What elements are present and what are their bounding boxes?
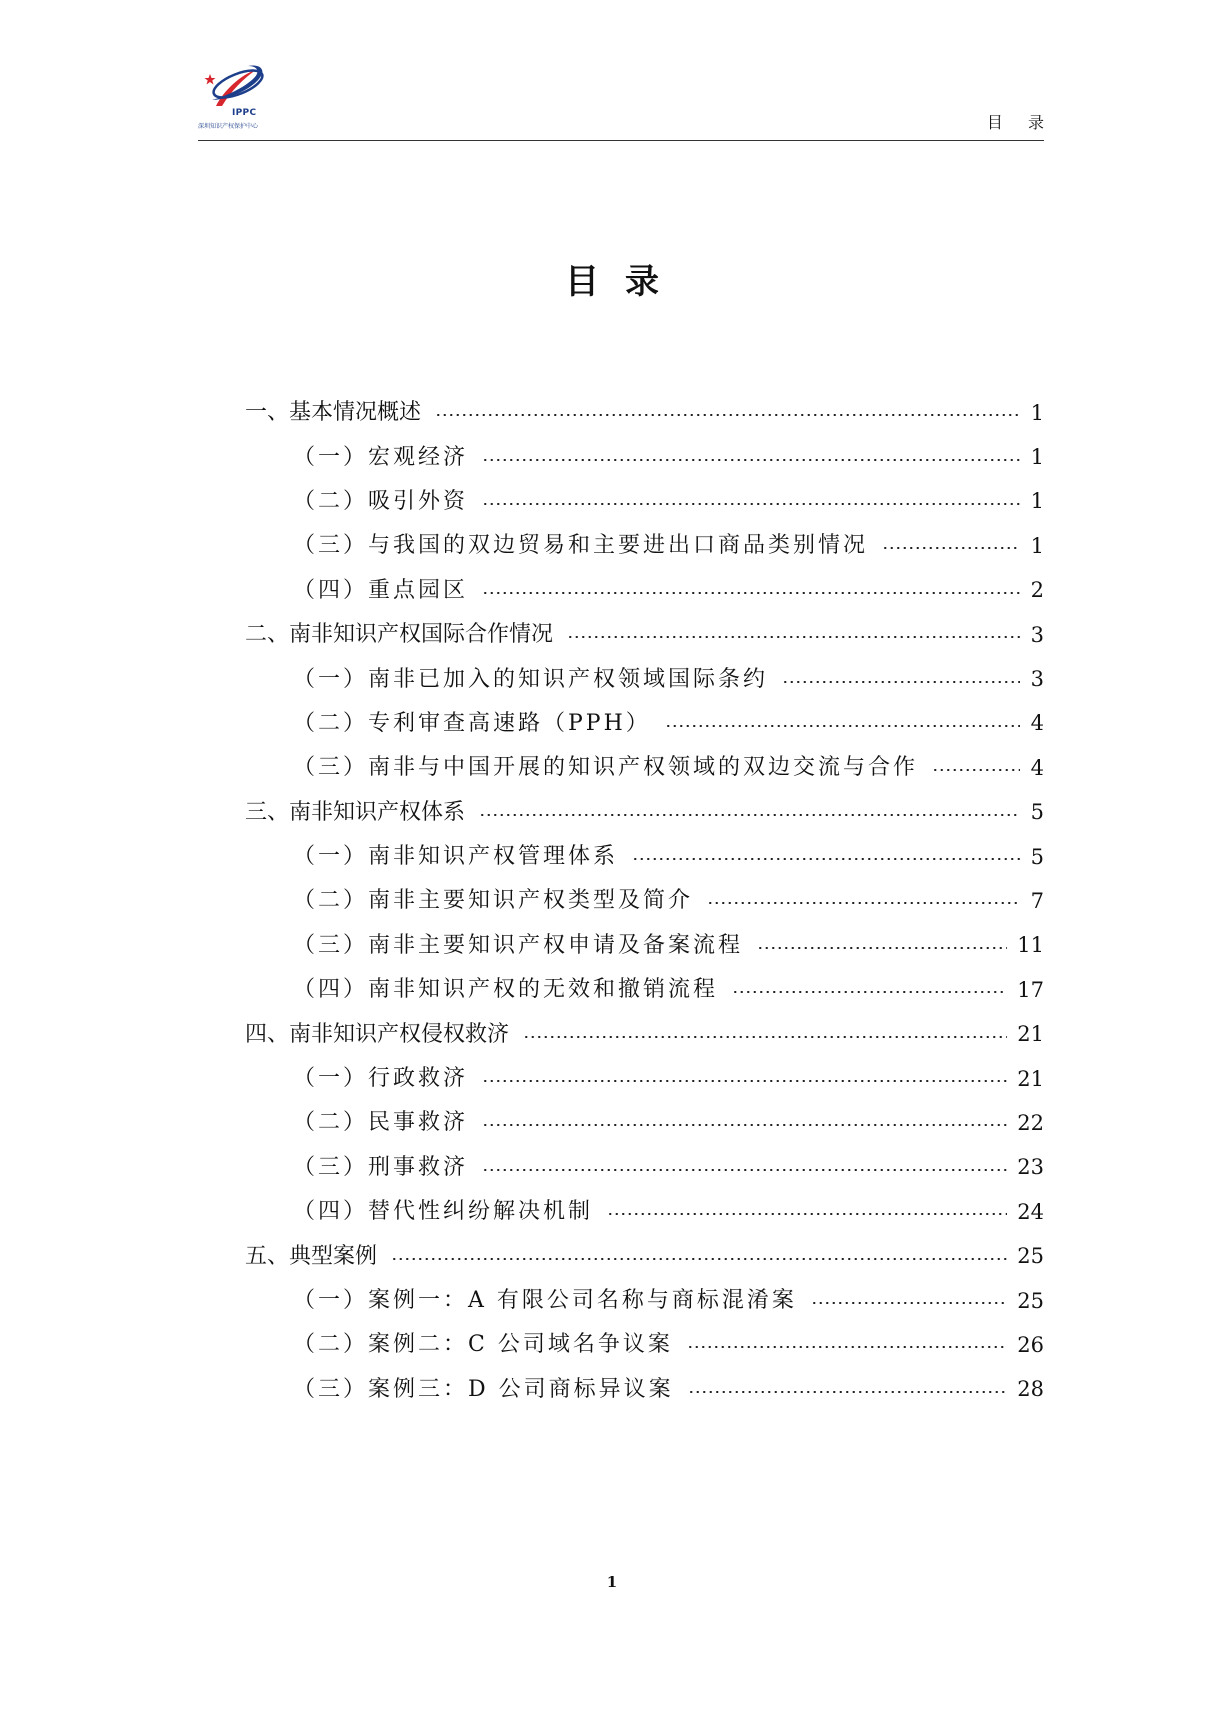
- toc-dot-leader: [665, 725, 1020, 727]
- toc-dot-leader: [482, 503, 1020, 505]
- toc-entry-page: 2: [1030, 578, 1044, 603]
- toc-entry[interactable]: [245, 702, 1044, 746]
- toc-entry-label: 五、典型案例: [245, 1243, 378, 1269]
- toc-entry-label: （二）专利审查高速路（PPH）: [293, 710, 651, 736]
- toc-entry[interactable]: [245, 746, 1044, 790]
- toc-dot-leader: [482, 592, 1020, 594]
- toc-entry-page: 25: [1017, 1244, 1044, 1269]
- toc-entry-page: 7: [1030, 888, 1044, 913]
- toc-entry[interactable]: [245, 924, 1044, 968]
- toc-entry-page: 22: [1017, 1110, 1044, 1135]
- ippc-logo: [198, 60, 268, 134]
- toc-entry-page: 3: [1030, 622, 1044, 647]
- toc-entry[interactable]: [245, 480, 1044, 524]
- toc-entry-label: （三）刑事救济: [293, 1154, 469, 1180]
- toc-entry-label: （四）替代性纠纷解决机制: [293, 1199, 594, 1225]
- toc-entry-page: 1: [1030, 533, 1044, 558]
- toc-dot-leader: [811, 1302, 1007, 1304]
- toc-entry[interactable]: [245, 657, 1044, 701]
- toc-entry-page: 4: [1030, 755, 1044, 780]
- table-of-contents: [245, 391, 1044, 1412]
- toc-entry[interactable]: [245, 835, 1044, 879]
- toc-dot-leader: [479, 814, 1020, 816]
- logo-organization: 深圳知识产权保护中心: [198, 123, 259, 130]
- toc-entry[interactable]: [245, 1279, 1044, 1323]
- toc-entry-page: 28: [1017, 1377, 1044, 1402]
- toc-dot-leader: [435, 414, 1020, 416]
- toc-entry-page: 1: [1030, 400, 1044, 425]
- toc-dot-leader: [707, 902, 1020, 904]
- toc-entry-label: （一）南非知识产权管理体系: [293, 844, 619, 870]
- toc-entry[interactable]: [245, 1146, 1044, 1190]
- toc-entry-page: 21: [1017, 1022, 1044, 1047]
- toc-dot-leader: [732, 991, 1007, 993]
- toc-entry[interactable]: [245, 879, 1044, 923]
- toc-entry-page: 21: [1017, 1066, 1044, 1091]
- toc-entry-label: 一、基本情况概述: [245, 400, 422, 426]
- toc-entry-page: 3: [1030, 667, 1044, 692]
- toc-entry[interactable]: [245, 1234, 1044, 1278]
- toc-entry[interactable]: [245, 435, 1044, 479]
- toc-entry-label: （一）行政救济: [293, 1066, 469, 1092]
- toc-entry-page: 23: [1017, 1155, 1044, 1180]
- toc-dot-leader: [523, 1036, 1007, 1038]
- toc-dot-leader: [391, 1258, 1007, 1260]
- toc-entry-label: （一）宏观经济: [293, 444, 469, 470]
- toc-entry-label: （二）南非主要知识产权类型及简介: [293, 888, 694, 914]
- toc-entry-page: 1: [1030, 445, 1044, 470]
- header-section-title: 目 录: [986, 113, 1054, 132]
- toc-entry[interactable]: [245, 569, 1044, 613]
- toc-entry-page: 5: [1030, 844, 1044, 869]
- toc-dot-leader: [482, 1080, 1007, 1082]
- toc-entry-page: 4: [1030, 711, 1044, 736]
- toc-entry-label: 三、南非知识产权体系: [245, 799, 466, 825]
- toc-entry-label: （四）南非知识产权的无效和撤销流程: [293, 977, 719, 1003]
- toc-entry-page: 24: [1017, 1199, 1044, 1224]
- toc-entry-label: （一）南非已加入的知识产权领域国际条约: [293, 666, 769, 692]
- page-number: 1: [606, 1573, 618, 1591]
- toc-entry[interactable]: [245, 968, 1044, 1012]
- toc-entry-page: 26: [1017, 1332, 1044, 1357]
- toc-entry-page: 11: [1017, 933, 1044, 958]
- toc-entry-label: （二）民事救济: [293, 1110, 469, 1136]
- toc-entry-page: 1: [1030, 489, 1044, 514]
- toc-entry-label: （四）重点园区: [293, 577, 469, 603]
- toc-dot-leader: [482, 459, 1020, 461]
- toc-entry[interactable]: [245, 1323, 1044, 1367]
- toc-entry[interactable]: [245, 1012, 1044, 1056]
- toc-entry-label: （三）南非与中国开展的知识产权领域的双边交流与合作: [293, 755, 919, 781]
- toc-dot-leader: [688, 1391, 1008, 1393]
- page-header: [198, 56, 1054, 141]
- toc-entry-label: （二）案例二：C 公司域名争议案: [293, 1332, 673, 1358]
- toc-entry[interactable]: [245, 1190, 1044, 1234]
- toc-entry[interactable]: [245, 791, 1044, 835]
- toc-entry[interactable]: [245, 1101, 1044, 1145]
- ippc-logo-icon: [198, 60, 268, 110]
- toc-entry-label: （一）案例一：A 有限公司名称与商标混淆案: [293, 1288, 797, 1313]
- page-title: 目录: [565, 262, 685, 302]
- toc-entry-label: 二、南非知识产权国际合作情况: [245, 622, 554, 648]
- toc-dot-leader: [687, 1346, 1007, 1348]
- toc-entry-label: （三）案例三：D 公司商标异议案: [293, 1376, 674, 1402]
- toc-dot-leader: [567, 636, 1020, 638]
- toc-entry-label: （三）与我国的双边贸易和主要进出口商品类别情况: [293, 533, 869, 559]
- toc-entry-page: 17: [1017, 977, 1044, 1002]
- toc-entry-page: 25: [1017, 1288, 1044, 1313]
- toc-dot-leader: [632, 858, 1020, 860]
- toc-entry-label: （三）南非主要知识产权申请及备案流程: [293, 932, 744, 958]
- toc-dot-leader: [482, 1169, 1007, 1171]
- toc-entry[interactable]: [245, 1368, 1044, 1412]
- toc-entry-label: 四、南非知识产权侵权救济: [245, 1021, 510, 1047]
- toc-dot-leader: [782, 681, 1020, 683]
- toc-entry[interactable]: [245, 1057, 1044, 1101]
- toc-dot-leader: [932, 769, 1020, 771]
- toc-dot-leader: [482, 1124, 1007, 1126]
- toc-entry[interactable]: [245, 613, 1044, 657]
- toc-dot-leader: [757, 947, 1007, 949]
- toc-entry[interactable]: [245, 391, 1044, 435]
- toc-entry-page: 5: [1030, 800, 1044, 825]
- toc-entry-label: （二）吸引外资: [293, 488, 469, 514]
- toc-dot-leader: [882, 547, 1020, 549]
- toc-entry[interactable]: [245, 524, 1044, 568]
- logo-abbreviation: IPPC: [232, 108, 257, 118]
- toc-dot-leader: [607, 1213, 1007, 1215]
